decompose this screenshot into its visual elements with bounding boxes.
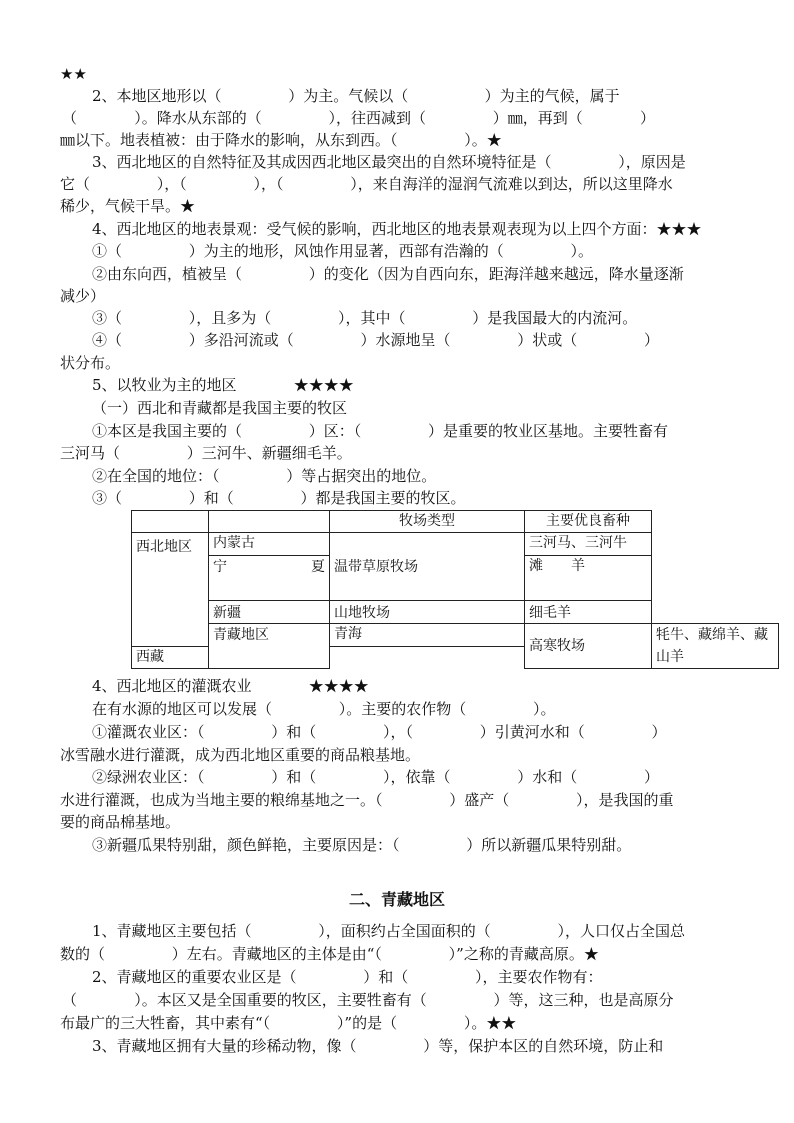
text-line bbox=[0, 789, 794, 811]
table-header-type: 牧场类型 bbox=[330, 511, 525, 533]
table-row bbox=[132, 601, 779, 624]
section-title-qingzang: 二、青藏地区 bbox=[348, 890, 445, 909]
line-text: 减少） bbox=[60, 287, 106, 305]
text-line bbox=[0, 218, 794, 240]
text-line bbox=[0, 85, 794, 107]
text-line bbox=[0, 420, 794, 442]
line-text: ③（ ），且多为（ ），其中（ ）是我国最大的内流河。 bbox=[92, 309, 638, 327]
line-text: ㎜以下。地表植被：由于降水的影响，从东到西。（ ）。★ bbox=[60, 131, 502, 149]
line-text: 2、青藏地区的重要农业区是（ ）和（ ），主要农作物有： bbox=[92, 968, 603, 986]
type-mountain: 山地牧场 bbox=[330, 601, 525, 624]
province-xinjiang: 新疆 bbox=[209, 601, 330, 624]
line-text: 状分布。 bbox=[60, 354, 121, 372]
line-text: ③（ ）和（ ）都是我国主要的牧区。 bbox=[92, 489, 466, 507]
province-xizang: 西藏 bbox=[132, 646, 209, 669]
text-line bbox=[0, 307, 794, 329]
text-line bbox=[0, 989, 794, 1011]
breed-sanhe: 三河马、三河牛 bbox=[525, 533, 652, 556]
text-line bbox=[0, 240, 794, 262]
text-line bbox=[0, 721, 794, 743]
line-text: 布最广的三大牲畜，其中素有“（ ）”的是（ ）。★★ bbox=[60, 1014, 517, 1032]
line-text: 冰雪融水进行灌溉，成为西北地区重要的商品粮基地。 bbox=[60, 746, 421, 764]
line-text: 要的商品棉基地。 bbox=[60, 813, 181, 831]
line-text: （一）西北和青藏都是我国主要的牧区 bbox=[92, 399, 348, 417]
line-text: 4、西北地区的地表景观：受气候的影响，西北地区的地表景观表现为以上四个方面：★★★ bbox=[92, 220, 702, 238]
line-text: 2、本地区地形以（ ）为主。气候以（ ）为主的气候，属于 bbox=[92, 87, 620, 105]
line-text: ②绿洲农业区：（ ）和（ ），依靠（ ）水和（ ） bbox=[92, 768, 660, 786]
pasture-table bbox=[131, 510, 779, 669]
line-text: ②在全国的地位：（ ）等占据突出的地位。 bbox=[92, 467, 437, 485]
text-line bbox=[0, 374, 794, 396]
breed-ximao: 细毛羊 bbox=[525, 601, 652, 624]
region-northwest: 西北地区 bbox=[132, 533, 209, 647]
province-ningxia: 宁夏 bbox=[209, 556, 330, 601]
text-line bbox=[0, 129, 794, 151]
text-line bbox=[0, 675, 794, 697]
table-row bbox=[132, 624, 779, 647]
breed-yak: 牦牛、藏绵羊、藏山羊 bbox=[652, 624, 779, 669]
text-line bbox=[0, 766, 794, 788]
text-line bbox=[0, 195, 794, 217]
table-header-breed: 主要优良畜种 bbox=[525, 511, 652, 533]
table-header-empty bbox=[209, 511, 330, 533]
text-line bbox=[0, 487, 794, 509]
text-line bbox=[0, 329, 794, 351]
table-corner-cell bbox=[132, 511, 209, 533]
type-grassland: 温带草原牧场 bbox=[330, 533, 525, 601]
type-alpine: 高寒牧场 bbox=[525, 624, 652, 669]
line-text: 数的（ ）左右。青藏地区的主体是由“（ ）”之称的青藏高原。★ bbox=[60, 945, 599, 963]
text-line bbox=[0, 263, 794, 285]
line-text: ①本区是我国主要的（ ）区：（ ）是重要的牧业区基地。主要牲畜有 bbox=[92, 422, 669, 440]
line-text: 3、西北地区的自然特征及其成因西北地区最突出的自然环境特征是（ ），原因是 bbox=[92, 153, 686, 171]
text-line bbox=[0, 63, 794, 85]
text-line bbox=[0, 920, 794, 942]
table-row bbox=[132, 533, 779, 556]
text-line bbox=[0, 285, 794, 307]
text-line bbox=[0, 107, 794, 129]
line-text: （ ）。本区又是全国重要的牧区，主要牲畜有（ ）等，这三种，也是高原分 bbox=[62, 991, 674, 1009]
text-line bbox=[0, 698, 794, 720]
line-text: 5、以牧业为主的地区 ★★★★ bbox=[92, 376, 354, 394]
text-line bbox=[0, 173, 794, 195]
text-line bbox=[0, 744, 794, 766]
line-text: ★★ bbox=[60, 65, 87, 83]
province-qinghai: 青海 bbox=[330, 624, 525, 647]
line-text: 3、青藏地区拥有大量的珍稀动物，像（ ）等，保护本区的自然环境，防止和 bbox=[92, 1037, 664, 1055]
line-text: 在有水源的地区可以发展（ ）。主要的农作物（ ）。 bbox=[92, 700, 556, 718]
region-qingzang: 青藏地区 bbox=[209, 624, 330, 669]
line-text: 它（ ），（ ），（ ），来自海洋的湿润气流难以到达，所以这里降水 bbox=[60, 175, 673, 193]
text-line bbox=[0, 943, 794, 965]
breed-tan: 滩羊 bbox=[525, 556, 652, 601]
text-line bbox=[0, 397, 794, 419]
table-header-row bbox=[132, 511, 779, 533]
line-text: 4、西北地区的灌溉农业 ★★★★ bbox=[92, 677, 369, 695]
text-line bbox=[0, 966, 794, 988]
line-text: 水进行灌溉，也成为当地主要的粮绵基地之一。（ ）盛产（ ），是我国的重 bbox=[60, 791, 674, 809]
line-text: 稀少，气候干旱。★ bbox=[60, 197, 196, 215]
text-line bbox=[0, 465, 794, 487]
text-line bbox=[0, 442, 794, 464]
text-line bbox=[0, 834, 794, 856]
text-line bbox=[0, 1035, 794, 1057]
province-neimenggu: 内蒙古 bbox=[209, 533, 330, 556]
text-line bbox=[0, 1012, 794, 1034]
text-line bbox=[0, 151, 794, 173]
text-line bbox=[0, 352, 794, 374]
line-text: 1、青藏地区主要包括（ ），面积约占全国面积的（ ），人口仅占全国总 bbox=[92, 922, 686, 940]
line-text: ①（ ）为主的地形，风蚀作用显著，西部有浩瀚的（ ）。 bbox=[92, 242, 594, 260]
line-text: ③新疆瓜果特别甜，颜色鲜艳，主要原因是：（ ）所以新疆瓜果特别甜。 bbox=[92, 836, 632, 854]
line-text: ②由东向西，植被呈（ ）的变化（因为自西向东，距海洋越来越远，降水量逐渐 bbox=[92, 265, 684, 283]
line-text: （ ）。降水从东部的（ ），往西减到（ ）㎜，再到（ ） bbox=[62, 109, 655, 127]
line-text: 三河马（ ）三河牛、新疆细毛羊。 bbox=[60, 444, 352, 462]
line-text: ①灌溉农业区：（ ）和（ ），（ ）引黄河水和（ ） bbox=[92, 723, 667, 741]
text-line bbox=[0, 811, 794, 833]
line-text: ④（ ）多沿河流或（ ）水源地呈（ ）状或（ ） bbox=[92, 331, 660, 349]
